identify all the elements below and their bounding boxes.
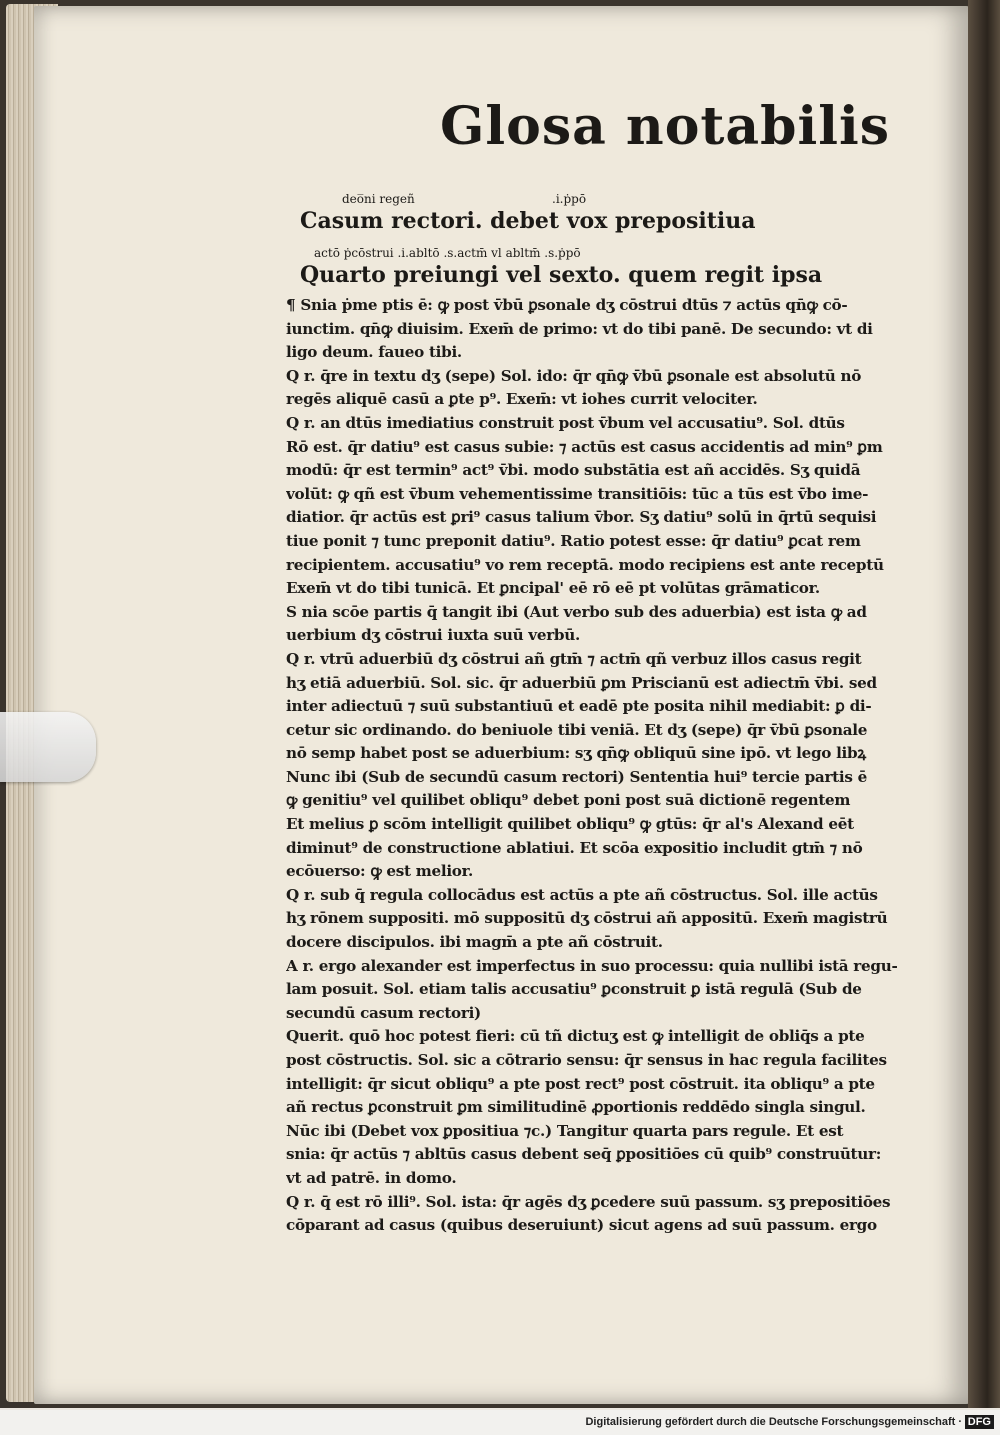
commentary-line: recipientem. accusatiu⁹ vo rem receptā. modo recipiens est ante receptū — [286, 555, 884, 574]
commentary-line: vt ad patrē. in domo. — [286, 1168, 457, 1187]
commentary-line: Exem̄ vt do tibi tunicā. Et ꝑncipal' eē rō eē pt volūtas grāmaticor. — [286, 579, 820, 598]
commentary-line: A r. ergo alexander est imperfectus in suo processu: quia nullibi istā regu- — [286, 956, 898, 975]
commentary-line: hʒ rōnem suppositi. mō suppositū dʒ cōstrui añ appositū. Exem̄ magistrū — [286, 909, 888, 928]
commentary-line: Q r. vtrū aduerbiū dʒ cōstrui añ gtm̄ ⁊ actm̄ qñ verbuz illos casus regit — [286, 649, 862, 668]
commentary-line: diminut⁹ de constructione ablatiui. Et scōa expositio includit gtm̄ ⁊ nō — [286, 838, 863, 857]
book-spine — [968, 0, 1000, 1408]
commentary-line: post cōstructis. Sol. sic a cōtrario sensu: q̄r sensus in hac regula facilites — [286, 1051, 887, 1069]
interlinear-gloss: actō ṗcōstrui .i.abltō .s.actm̄ vl abltm̄ .s.ṗpō — [314, 246, 581, 260]
commentary-line: Querit. quō hoc potest fieri: cū tñ dictuʒ est ꝙ intelligit de obliq̄s a pte — [286, 1027, 865, 1046]
commentary-line: cetur sic ordinando. do beniuole tibi veniā. Et dʒ (sepe) q̄r v̄bū ꝑsonale — [286, 720, 868, 739]
verse-line: Casum rectori. debet vox prepositiua — [300, 208, 756, 234]
commentary-line: secundū casum rectori) — [286, 1003, 481, 1022]
interlinear-gloss: deo̅ni regeñ — [342, 192, 415, 206]
commentary-line: Nunc ibi (Sub de secundū casum rectori) Sententia hui⁹ tercie partis ē — [286, 767, 867, 786]
commentary-line: iunctim. qn̄ꝙ diuisim. Exem̄ de primo: vt do tibi panē. De secundo: vt di — [286, 319, 873, 338]
commentary-line: Q r. sub q̄ regula collocādus est actūs a pte añ cōstructus. Sol. ille actūs — [286, 885, 878, 904]
commentary-line: ¶ Snia ṗme ptis ē: ꝙ post v̄bū ꝑsonale dʒ cōstrui dtūs ⁊ actūs qn̄ꝙ cō- — [286, 296, 848, 314]
commentary-line: Q r. an dtūs imediatius construit post v̄bum vel accusatiu⁹. Sol. dtūs — [286, 413, 845, 432]
commentary-line: uerbium dʒ cōstrui iuxta suū verbū. — [286, 626, 580, 645]
commentary-line: Q r. q̄re in textu dʒ (sepe) Sol. ido: q̄r qn̄ꝙ v̄bū ꝑsonale est absolutū nō — [286, 366, 862, 385]
commentary-line: hʒ etiā aduerbiū. Sol. sic. q̄r aduerbiū ꝑm Priscianū est adiectm̄ v̄bi. sed — [286, 673, 877, 692]
commentary-line: Et melius ꝑ scōm intelligit quilibet obliqu⁹ ꝙ gtūs: q̄r al's Alexand eēt — [286, 815, 854, 834]
commentary-line: nō semp habet post se aduerbium: sʒ qn̄ꝙ obliquū sine ipō. vt lego libꝝ — [286, 744, 866, 763]
commentary-line: cōparant ad casus (quibus deseruiunt) sicut agens ad suū passum. ergo — [286, 1216, 877, 1235]
commentary-line: regēs aliquē casū a ꝑte p⁹. Exem̄: vt iohes currit velociter. — [286, 390, 758, 409]
commentary-line: diatior. q̄r actūs est ꝑri⁹ casus talium v̄bor. Sʒ datiu⁹ solū in q̄rtū sequisi — [286, 508, 877, 527]
interlinear-gloss: .i.ṗpō — [552, 192, 587, 206]
commentary-line: S nia scōe partis q̄ tangit ibi (Aut verbo sub des aduerbia) est ista ꝙ ad — [286, 602, 867, 621]
commentary-line: ꝙ genitiu⁹ vel quilibet obliqu⁹ debet poni post suā dictionē regentem — [286, 791, 851, 810]
commentary-line: Rō est. q̄r datiu⁹ est casus subie: ⁊ actūs est casus accidentis ad min⁹ ꝑm — [286, 437, 883, 456]
verse-line: Quarto preiungi vel sexto. quem regit ipsa — [300, 262, 823, 288]
commentary-line: lam posuit. Sol. etiam talis accusatiu⁹ ꝑconstruit ꝑ istā regulā (Sub de — [286, 980, 862, 999]
commentary-body — [286, 294, 916, 1238]
commentary-line: modū: q̄r est termin⁹ act⁹ v̄bi. modo substātia est añ accidēs. Sʒ quidā — [286, 461, 861, 480]
commentary-line: inter adiectuū ⁊ suū substantiuū et eadē pte posita nihil mediabit: ꝑ di- — [286, 697, 872, 716]
dfg-logo: DFG — [965, 1415, 994, 1429]
commentary-line: docere discipulos. ibi magm̄ a pte añ cōstruit. — [286, 933, 663, 952]
commentary-line: snia: q̄r actūs ⁊ abltūs casus debent seq̄ ꝑpositiōes cū quib⁹ construūtur: — [286, 1145, 882, 1164]
commentary-line: volūt: ꝙ qñ est v̄bum vehementissime transitiōis: tūc a tūs est v̄bo ime- — [286, 484, 869, 503]
commentary-line: Nūc ibi (Debet vox ꝑpositiua ⁊c.) Tangitur quarta pars regule. Et est — [286, 1121, 844, 1140]
commentary-line: añ rectus ꝑconstruit ꝑm similitudinē ꝓportionis reddēdo singla singul. — [286, 1098, 866, 1117]
bookmark-strip — [0, 712, 96, 782]
commentary-line: tiue ponit ⁊ tunc preponit datiu⁹. Ratio potest esse: q̄r datiu⁹ ꝑcat rem — [286, 531, 861, 550]
page-title: Glosa notabilis — [440, 96, 891, 157]
commentary-line: intelligit: q̄r sicut obliqu⁹ a pte post rect⁹ post cōstruit. ita obliqu⁹ a pte — [286, 1074, 875, 1093]
commentary-line: Q r. q̄ est rō illi⁹. Sol. ista: q̄r agēs dʒ ꝑcedere suū passum. sʒ prepositiōes — [286, 1192, 891, 1211]
commentary-line: ecōuerso: ꝙ est melior. — [286, 862, 473, 881]
commentary-line: ligo deum. faueo tibi. — [286, 343, 462, 362]
funding-notice: Digitalisierung gefördert durch die Deutsche Forschungsgemeinschaft · — [585, 1416, 962, 1428]
